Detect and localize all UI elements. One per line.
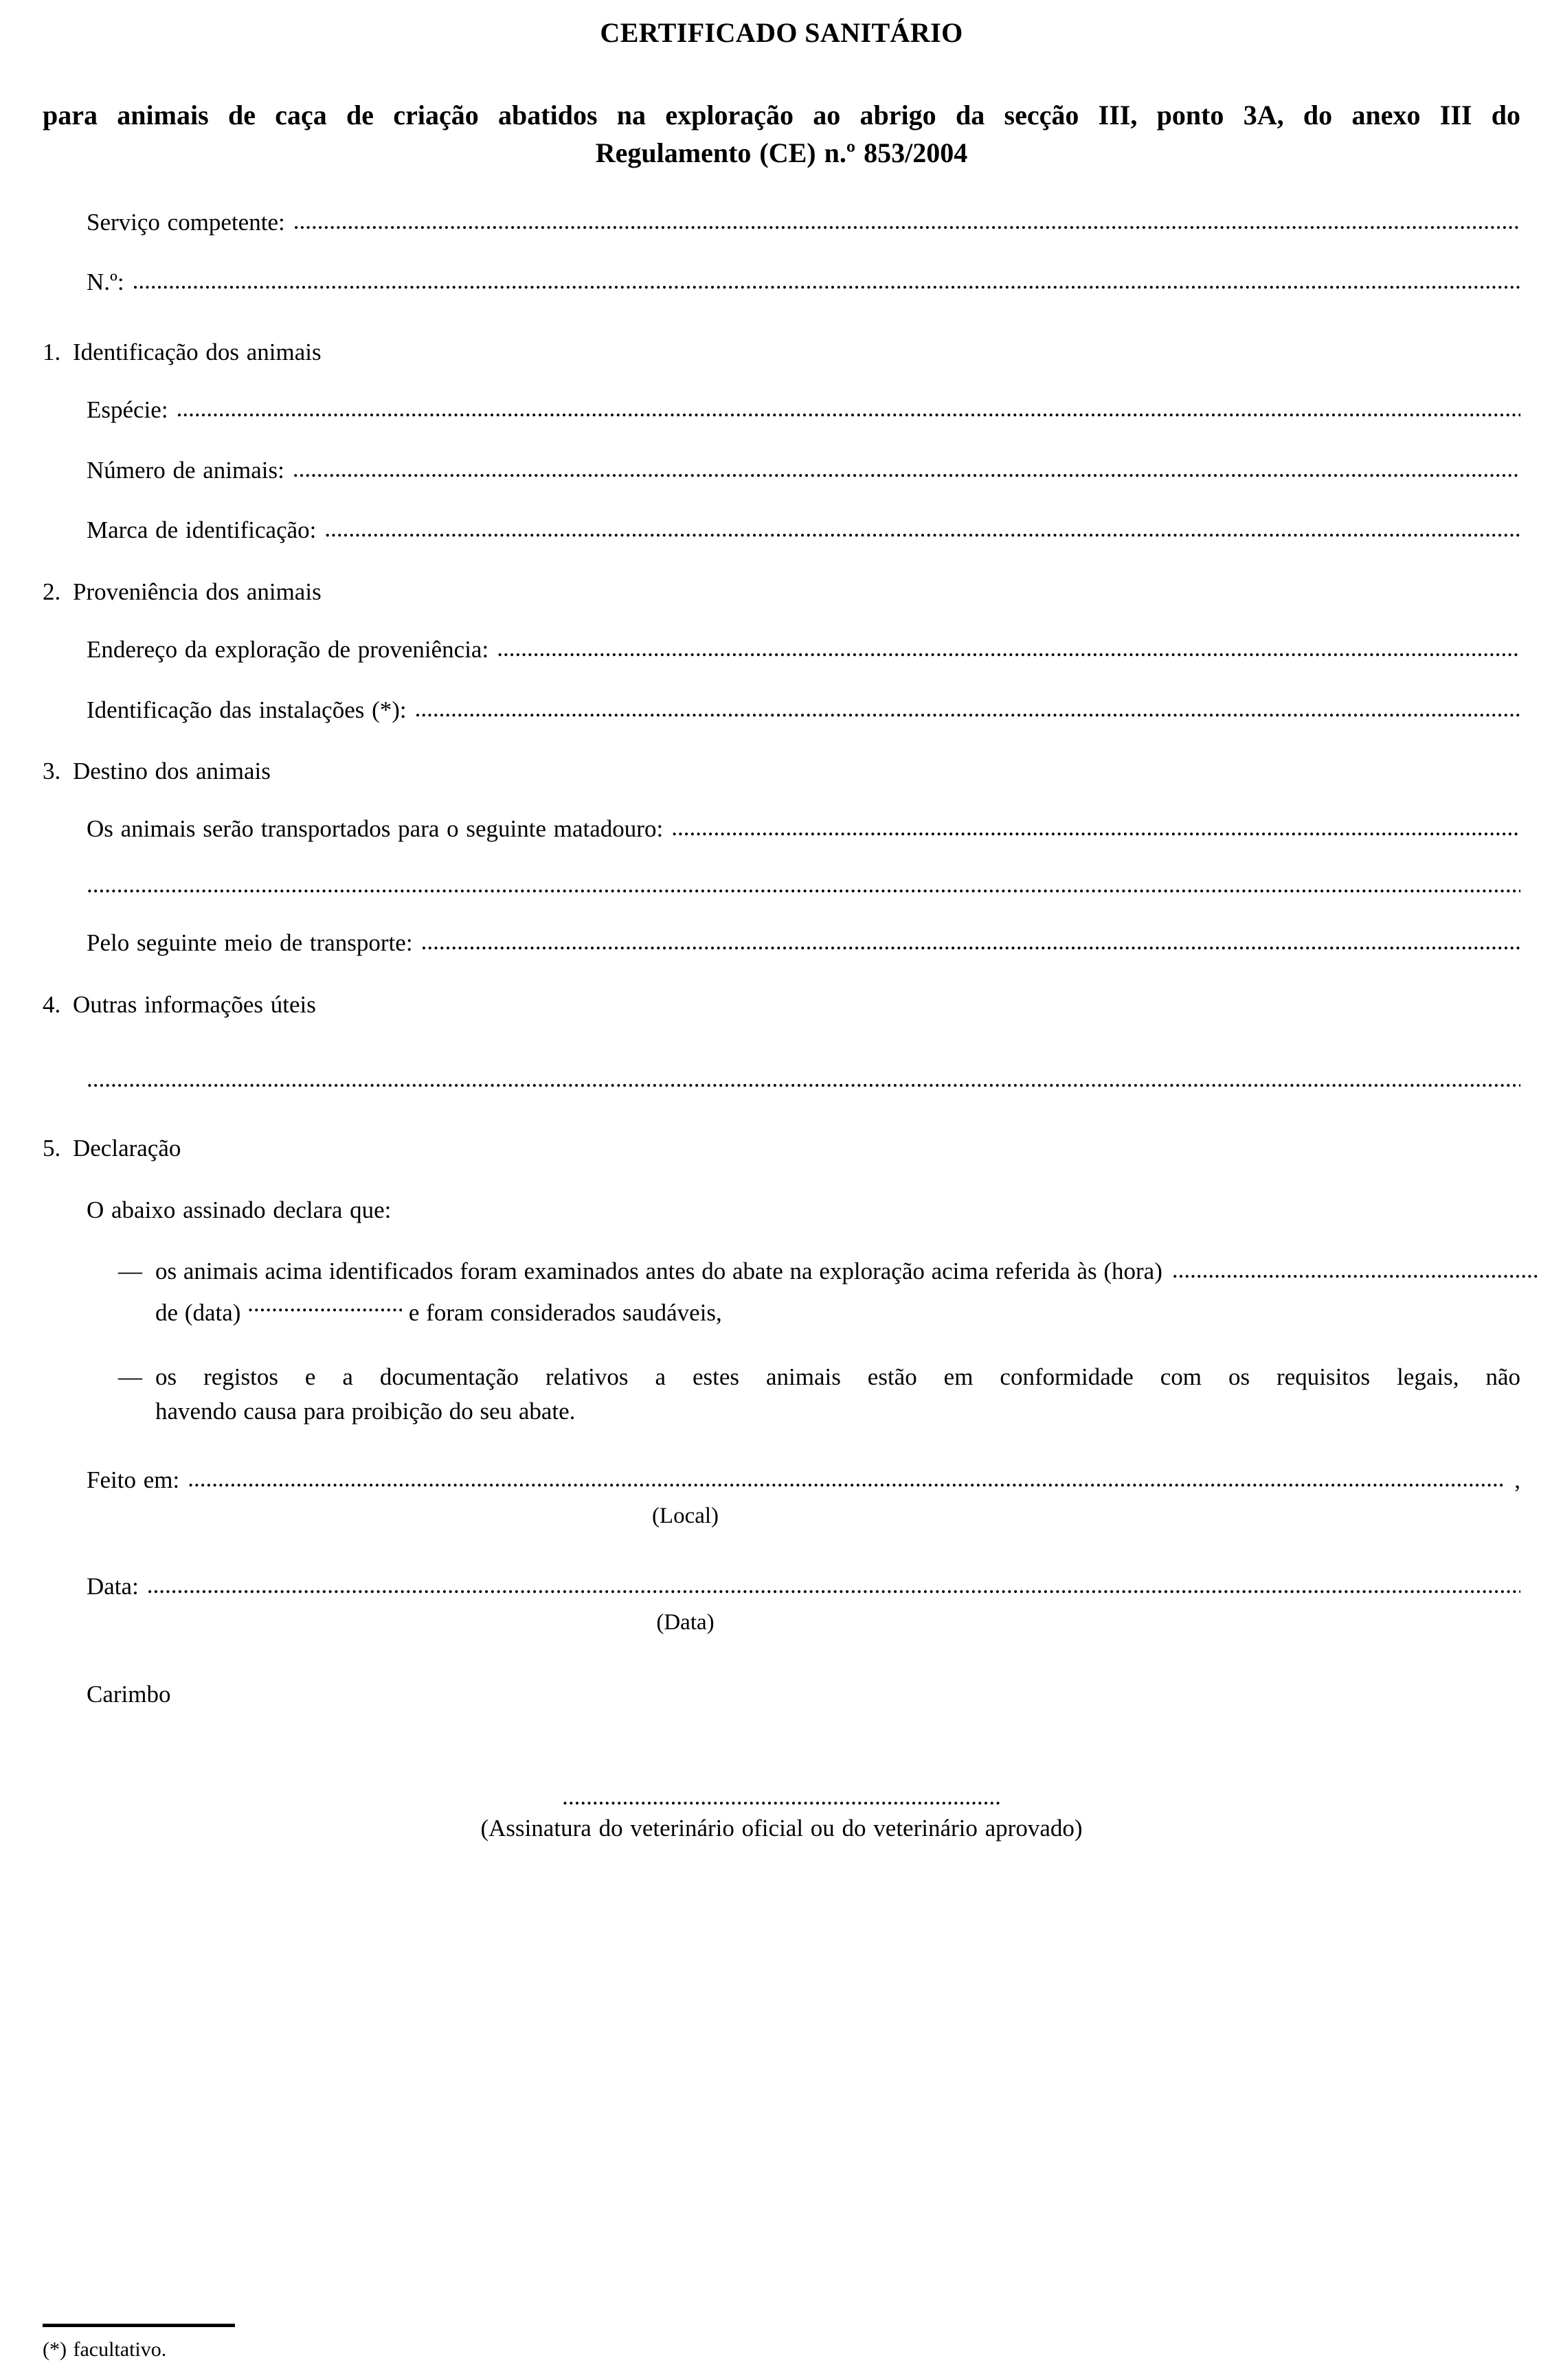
data-dotted-blank[interactable] (247, 1288, 402, 1319)
section-heading-2 (43, 577, 1520, 607)
section-number: 2. (43, 578, 61, 606)
section-number: 4. (43, 990, 61, 1018)
field-feito-em[interactable] (43, 1465, 1520, 1495)
field-label: Marca de identificação: (87, 517, 317, 544)
signature-block (43, 1784, 1520, 1843)
outras-informacoes-line[interactable] (43, 1065, 1520, 1092)
field-data[interactable] (43, 1572, 1520, 1602)
field-especie[interactable] (43, 395, 1520, 425)
field-label: Data: (87, 1573, 139, 1600)
dotted-leader (415, 694, 1520, 724)
dotted-leader (147, 1570, 1520, 1600)
feito-em-trailing-comma: , (1514, 1466, 1520, 1494)
section-heading-4 (43, 990, 1520, 1020)
bullet-line-1-text: os animais acima identificados foram examinados antes do abate na exploração acima referida às (hora) (155, 1257, 1162, 1284)
dotted-leader (133, 266, 1520, 296)
dotted-leader (671, 813, 1520, 843)
em-dash-icon: — (118, 1257, 142, 1284)
bullet-text (155, 1361, 1520, 1427)
declaration-bullet-1 (43, 1256, 1520, 1329)
field-marca-de-identificacao[interactable] (43, 515, 1520, 545)
bullet-line-2-tail: e foram considerados saudáveis, (408, 1299, 722, 1326)
matadouro-continuation-line[interactable] (43, 870, 1520, 898)
bullet-text (155, 1256, 1539, 1329)
field-endereco-exploracao[interactable] (43, 635, 1520, 665)
field-label: Os animais serão transportados para o seguinte matadouro: (87, 815, 664, 843)
caption-local: (Local) (651, 1504, 719, 1529)
page-title: CERTIFICADO SANITÁRIO (600, 17, 963, 48)
section-title: Outras informações úteis (73, 990, 316, 1018)
dotted-leader (293, 206, 1520, 236)
section-title: Proveniência dos animais (73, 578, 322, 606)
bullet-line-2 (155, 1289, 1539, 1328)
field-label: Espécie: (87, 396, 168, 423)
section-title: Destino dos animais (73, 758, 271, 785)
subtitle-line-2: Regulamento (CE) n.º 853/2004 (595, 137, 968, 168)
field-label: Endereço da exploração de proveniência: (87, 635, 489, 663)
footnote-text: (*) facultativo. (43, 2337, 167, 2361)
footnote-area (0, 2324, 1563, 2363)
section-title: Identificação dos animais (73, 339, 322, 366)
field-label: Número de animais: (87, 456, 284, 484)
dotted-leader (324, 514, 1520, 544)
bullet-line-1: os registos e a documentação relativos a estes animais estão em conformidade com os requisitos legais, não (155, 1363, 1520, 1391)
dotted-leader (188, 1464, 1506, 1494)
section-heading-1 (43, 337, 1520, 367)
signature-caption: (Assinatura do veterinário oficial ou do veterinário aprovado) (480, 1814, 1083, 1841)
section-heading-3 (43, 756, 1520, 786)
subtitle-line-1: para animais de caça de criação abatidos na exploração ao abrigo da secção III, ponto 3A, do anexo III do (43, 100, 1520, 131)
footnote-divider (43, 2324, 235, 2327)
section-number: 1. (43, 339, 61, 366)
carimbo-label: Carimbo (87, 1681, 171, 1708)
section-heading-5 (43, 1133, 1520, 1164)
dotted-leader (293, 454, 1520, 484)
field-label: Pelo seguinte meio de transporte: (87, 929, 413, 956)
em-dash-icon: — (118, 1363, 142, 1391)
section-number: 3. (43, 758, 61, 785)
dotted-leader (497, 633, 1520, 664)
signature-dotted-line[interactable]: ......................................................................... (562, 1783, 1001, 1811)
field-numero-de-animais[interactable] (43, 455, 1520, 486)
field-label: Identificação das instalações (*): (87, 696, 407, 723)
declaration-bullet-2 (43, 1361, 1520, 1427)
document-subtitle (43, 98, 1520, 172)
bullet-line-2: havendo causa para proibição do seu abate. (155, 1397, 576, 1425)
hora-dotted-blank[interactable] (1162, 1254, 1539, 1286)
section-number: 5. (43, 1135, 61, 1162)
field-identificacao-instalacoes[interactable] (43, 695, 1520, 725)
field-label: Serviço competente: (87, 208, 285, 236)
caption-data: (Data) (656, 1610, 715, 1635)
section-title: Declaração (73, 1135, 181, 1162)
bullet-line-1 (155, 1256, 1539, 1287)
field-servico-competente[interactable] (43, 207, 1520, 238)
field-label: Feito em: (87, 1466, 180, 1494)
field-meio-de-transporte[interactable] (43, 928, 1520, 958)
dotted-leader (421, 927, 1520, 957)
declaration-intro: O abaixo assinado declara que: (87, 1197, 392, 1224)
field-numero[interactable] (43, 267, 1520, 297)
dotted-leader (177, 394, 1520, 424)
field-matadouro-destino[interactable] (43, 814, 1520, 844)
field-label: N.º: (87, 269, 124, 296)
data-label: de (data) (155, 1299, 241, 1326)
